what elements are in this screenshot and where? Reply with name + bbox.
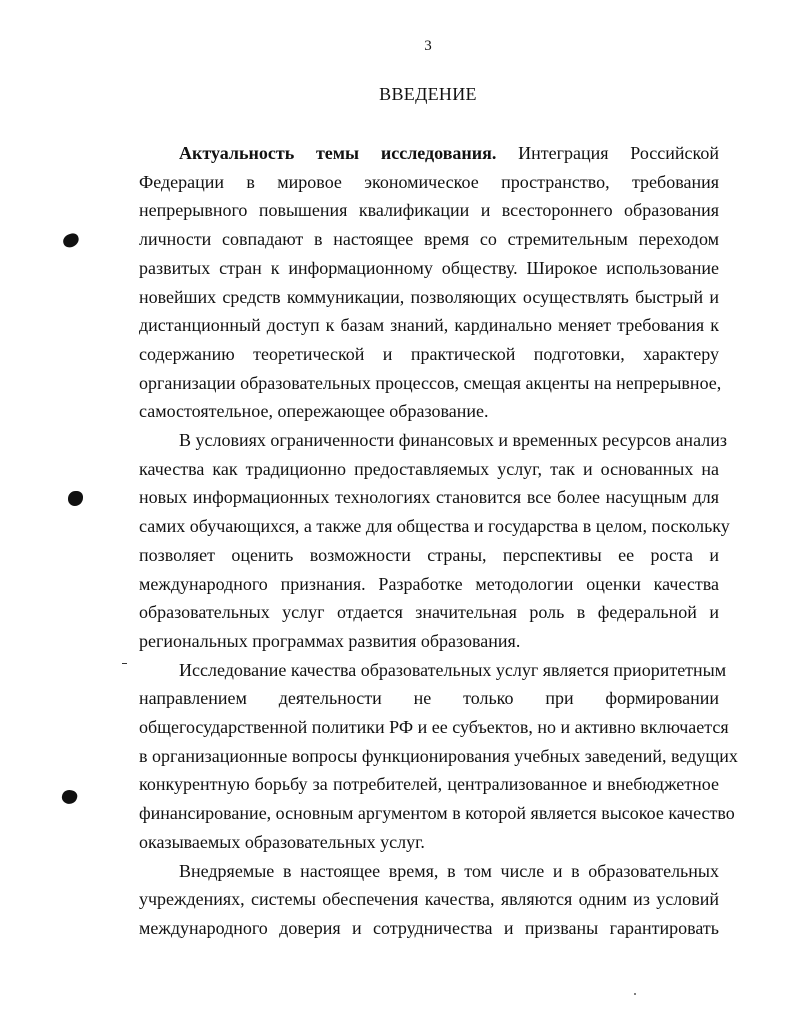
paragraph-line: региональных программах развития образования. (139, 630, 521, 651)
paragraph-line: направлением деятельности не только при формировании (139, 688, 719, 709)
paragraph-line: самостоятельное, опережающее образование. (139, 401, 489, 422)
paragraph-priority (139, 656, 738, 857)
paragraph-resources (139, 426, 730, 656)
paragraph-line: В условиях ограниченности финансовых и временных ресурсов анализ (179, 430, 727, 451)
scan-artifact-dash (122, 663, 127, 664)
paragraph-line: развитых стран к информационному обществу. Широкое использование (139, 257, 719, 278)
paragraph-line: содержанию теоретической и практической подготовки, характеру (139, 343, 719, 364)
paragraph-line: новых информационных технологиях становится все более насущным для (139, 487, 719, 508)
page-number: 3 (424, 38, 432, 54)
paragraph-line: образовательных услуг отдается значительная роль в федеральной и (139, 602, 719, 623)
paragraph-line: международного доверия и сотрудничества и призваны гарантировать (139, 917, 719, 938)
paragraph-line: дистанционный доступ к базам знаний, кардинально меняет требования к (139, 315, 719, 336)
scan-artifact-dot (634, 993, 636, 995)
paragraph-line: оказываемых образовательных услуг. (139, 831, 425, 852)
paragraph-relevance (139, 139, 722, 426)
paragraph-line: самих обучающихся, а также для общества и государства в целом, поскольку (139, 516, 730, 537)
paragraph-line: общегосударственной политики РФ и ее субъектов, но и активно включается (139, 717, 729, 738)
scan-artifact-mark (61, 232, 80, 250)
paragraph-line: учреждениях, системы обеспечения качества, являются одним из условий (139, 889, 719, 910)
paragraph-line: международного признания. Разработке методологии оценки качества (139, 573, 719, 594)
paragraph-line: непрерывного повышения квалификации и всестороннего образования (139, 200, 719, 221)
paragraph-line: конкурентную борьбу за потребителей, централизованное и внебюджетное (139, 774, 719, 795)
paragraph-line: позволяет оценить возможности страны, перспективы ее роста и (139, 544, 719, 565)
paragraph-line: в организационные вопросы функционирования учебных заведений, ведущих (139, 745, 738, 766)
section-title: ВВЕДЕНИЕ (379, 84, 477, 104)
paragraph-line: Внедряемые в настоящее время, в том числе и в образовательных (179, 860, 719, 881)
paragraph-line: Исследование качества образовательных услуг является приоритетным (179, 659, 727, 680)
paragraph-line: новейших средств коммуникации, позволяющих осуществлять быстрый и (139, 286, 719, 307)
paragraph-line: качества как традиционно предоставляемых услуг, так и основанных на (139, 458, 719, 479)
paragraph-quality-systems (139, 857, 719, 943)
scan-artifact-mark (60, 788, 78, 805)
paragraph-line: организации образовательных процессов, смещая акценты на непрерывное, (139, 372, 722, 393)
document-body (139, 139, 738, 943)
paragraph-line: Актуальность темы исследования. Интеграция Российской (179, 143, 719, 163)
relevance-heading: Актуальность темы исследования. (179, 143, 497, 163)
paragraph-line: Федерации в мировое экономическое пространство, требования (139, 171, 719, 192)
paragraph-line: личности совпадают в настоящее время со стремительным переходом (139, 229, 719, 250)
scan-artifact-mark (68, 491, 83, 506)
paragraph-line: финансирование, основным аргументом в которой является высокое качество (139, 803, 735, 824)
